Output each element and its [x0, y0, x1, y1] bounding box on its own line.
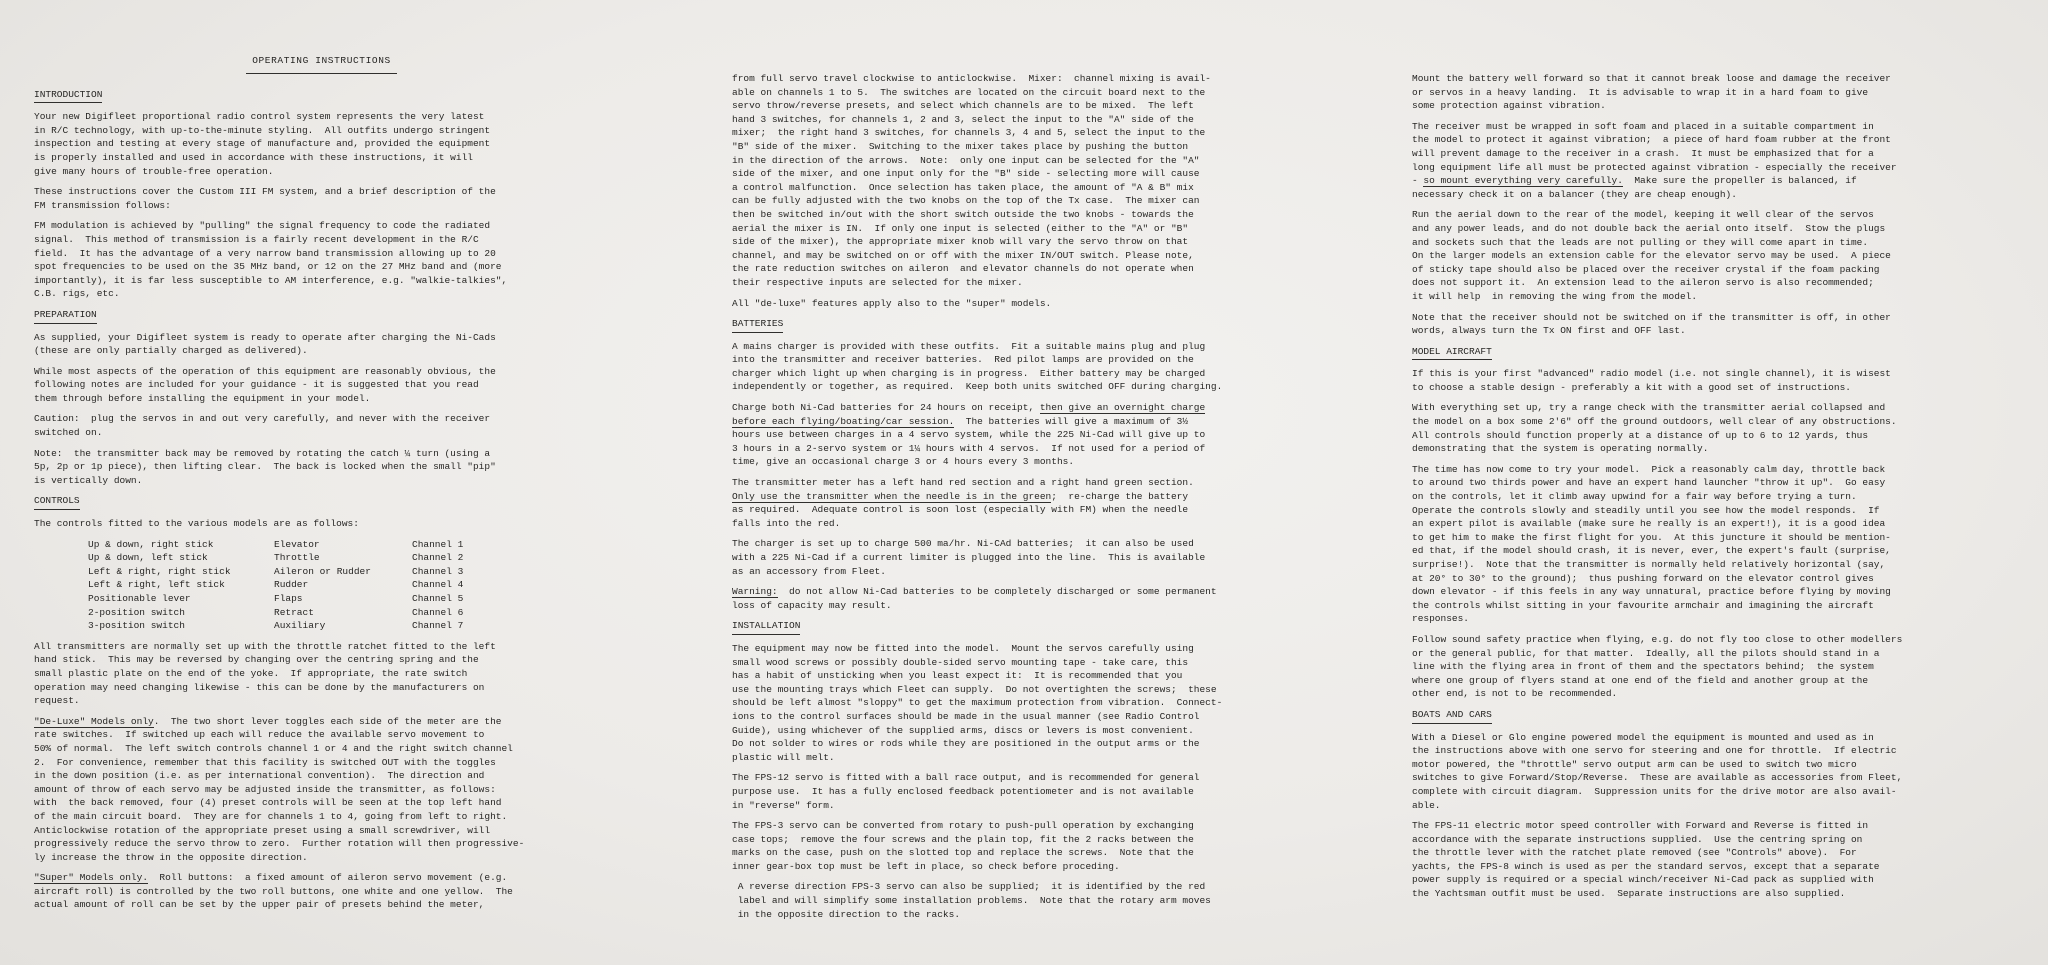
- paragraph: The FPS-12 servo is fitted with a ball race output, and is recommended for general purpose use. It has a fully enclosed feedback potentiometer and is not available in "reverse" form.: [732, 772, 1200, 811]
- controls-table-row: [88, 606, 609, 620]
- column-3: [1412, 72, 1927, 908]
- underlined-text: so mount everything very carefully.: [1423, 175, 1623, 187]
- section-heading: [1412, 345, 1927, 361]
- paragraph: If this is your first "advanced" radio model (i.e. not single channel), it is wisest to choose a stable design - preferably a kit with a good set of instructions.: [1412, 368, 1891, 393]
- paragraph: As supplied, your Digifleet system is ready to operate after charging the Ni-Cads (these are only partially charged as delivered).: [34, 331, 496, 357]
- controls-table: [34, 538, 609, 633]
- paragraph: "Super" Models only. Roll buttons: a fixed amount of aileron servo movement (e.g. aircraft roll) is controlled by the two roll buttons, one white and one yellow. The actual amount of roll can be set by the upper pair of presets behind the meter,: [34, 872, 513, 911]
- paragraph: The equipment may now be fitted into the model. Mount the servos carefully using small wood screws or possibly double-sided servo mounting tape - take care, this has a habit of unsticking when you least expect it: It is recommended that you use the mounting trays which Fleet can supply. Do not overtighten the screws; these should be left almost "sloppy" to get the maximum protection from vibration. Connect- ions to the control surfaces should be made in the usual manner (see Radio Control Guide), using whichever of the supplied arms, discs or levers is most convenient. Do not solder to wires or rods while they are positioned in the output arms or the plastic will melt.: [732, 642, 1223, 763]
- section-heading-text: CONTROLS: [34, 494, 80, 510]
- paragraph: While most aspects of the operation of this equipment are reasonably obvious, the following notes are included for your guidance - it is suggested that you read them through before installing the equipment in your model.: [34, 365, 496, 404]
- controls-table-cell: Elevator: [274, 538, 320, 550]
- paragraph: The controls fitted to the various models are as follows:: [34, 518, 359, 530]
- section-heading-text: INSTALLATION: [732, 619, 800, 635]
- column-2: [732, 72, 1247, 928]
- controls-table-cell: Channel 2: [412, 552, 464, 564]
- underlined-text: "De-Luxe" Models only: [34, 715, 154, 727]
- controls-table-cell: Channel 7: [412, 620, 464, 632]
- section-heading-text: INTRODUCTION: [34, 88, 102, 104]
- underlined-text: then give an overnight charge: [1039, 402, 1206, 414]
- paragraph: With everything set up, try a range check with the transmitter aerial collapsed and the model on a box some 2'6" off the ground outdoors, well clear of any obstructions. All controls should function properly at a distance of up to 6 to 12 yards, thus demonstrating that the system is operating normally.: [1412, 402, 1897, 455]
- paragraph: Run the aerial down to the rear of the model, keeping it well clear of the servos and any power leads, and do not double back the aerial onto itself. Stow the plugs and sockets such that the leads are not pulling or they will come apart in time. On the larger models an extension cable for the elevator servo may be used. A piece of sticky tape should also be placed over the receiver crystal if the foam packing does not support it. An extension lead to the aileron servo is also recommended; it will help in removing the wing from the model.: [1412, 209, 1891, 302]
- controls-table-cell: Up & down, right stick: [88, 538, 214, 550]
- paragraph: With a Diesel or Glo engine powered model the equipment is mounted and used as in the instructions above with one servo for steering and one for throttle. If electric motor powered, the "throttle" servo output arm can be used to switch two micro switches to give Forward/Stop/Reverse. These are available as accessories from Fleet, complete with circuit diagram. Suppression units for the drive motor are also avail- able.: [1412, 731, 1903, 811]
- page-title: [34, 54, 609, 74]
- underlined-text: before each flying/boating/car session.: [732, 415, 955, 427]
- section-heading: [1412, 708, 1927, 724]
- paragraph: Caution: plug the servos in and out very carefully, and never with the receiver switched on.: [34, 413, 491, 439]
- paragraph: All "de-luxe" features apply also to the "super" models.: [732, 297, 1052, 309]
- paragraph: Note: the transmitter back may be removed by rotating the catch ¼ turn (using a 5p, 2p or 1p piece), then lifting clear. The back is locked when the small "pip" is vertically down.: [34, 447, 496, 486]
- paragraph: Your new Digifleet proportional radio control system represents the very latest in R/C technology, with up-to-the-minute styling. All outfits undergo stringent inspection and testing at every stage of manufacture and, provided the equipment is properly installed and used in accordance with these instructions, it will give many hours of trouble-free operation.: [34, 111, 491, 177]
- controls-table-row: [88, 592, 609, 606]
- paragraph: All transmitters are normally set up with the throttle ratchet fitted to the left hand stick. This may be reversed by changing over the centring spring and the small plastic plate on the end of the yoke. If appropriate, the rate switch operation may need changing likewise - this can be done by the manufacturers on request.: [34, 640, 496, 707]
- controls-table-cell: Channel 6: [412, 606, 464, 618]
- paragraph: Note that the receiver should not be switched on if the transmitter is off, in other words, always turn the Tx ON first and OFF last.: [1412, 311, 1891, 337]
- paragraph: The charger is set up to charge 500 ma/hr. Ni-CAd batteries; it can also be used with a 225 Ni-Cad if a current limiter is plugged into the line. This is available as an accessory from Fleet.: [732, 538, 1206, 577]
- section-heading: [34, 88, 609, 104]
- controls-table-cell: Positionable lever: [88, 593, 191, 604]
- controls-table-cell: Rudder: [274, 579, 309, 591]
- paragraph: Mount the battery well forward so that it cannot break loose and damage the receiver or servos in a heavy landing. It is advisable to wrap it in a hard foam to give some protection against vibration.: [1412, 73, 1891, 112]
- paragraph: These instructions cover the Custom III FM system, and a brief description of the FM transmission follows:: [34, 186, 496, 211]
- underlined-text: "Super" Models only.: [34, 872, 149, 884]
- controls-table-cell: Flaps: [274, 593, 303, 604]
- paragraph: The receiver must be wrapped in soft foam and placed in a suitable compartment in the model to protect it against vibration; a piece of hard foam rubber at the front will prevent damage to the receiver in a crash. It must be emphasized that for a long equipment life all must be protected against vibration - especially the receiver - so mount everything very carefully. Make sure the propeller is balanced, if necessary check it on a balancer (they are cheap enough).: [1412, 120, 1897, 200]
- paragraph: Warning: do not allow Ni-Cad batteries to be completely discharged or some permanent loss of capacity may result.: [732, 586, 1217, 611]
- paragraph: The time has now come to try your model. Pick a reasonably calm day, throttle back to around two thirds power and have an expert hand launcher "throw it up". Go easy on the controls, let it climb away upwind for a fair way before trying a turn. Operate the controls slowly and steadily until you see how the model responds. If an expert pilot is available (make sure he really is an expert!), it is a good idea to get him to make the first flight for you. At this juncture it should be mention- ed that, if the model should crash, it is never, ever, the expert's fault (surprise, surprise!). Note that the transmitter is normally held relatively horizontal (say, at 20° to 30° to the ground); thus pushing forward on the elevator control gives down elevator - if this feels in any way unnatural, practice before flying by moving the controls whilst sitting in your favourite armchair and imagining the aircraft responses.: [1412, 463, 1891, 625]
- paragraph: The transmitter meter has a left hand red section and a right hand green section. Only use the transmitter when the needle is in the green; re-charge the battery as required. Adequate control is soon lost (especially with FM) when the needle falls into the red.: [732, 477, 1194, 529]
- controls-table-cell: Throttle: [274, 552, 320, 564]
- paragraph: The FPS-11 electric motor speed controller with Forward and Reverse is fitted in accordance with the separate instructions supplied. Use the centring spring on the throttle lever with the ratchet plate removed (see "Controls" above). For yachts, the FPS-8 winch is used as per the standard servos, except that a separate power supply is required or a special winch/receiver Ni-Cad pack as supplied with the Yachtsman outfit must be used. Separate instructions are also supplied.: [1412, 820, 1880, 900]
- paragraph: from full servo travel clockwise to anticlockwise. Mixer: channel mixing is avail- able on channels 1 to 5. The switches are located on the circuit board next to the servo throw/reverse presets, and select which channels are to be mixed. The left hand 3 switches, for channels 1, 2 and 3, select the input to the "A" side of the mixer; the right hand 3 switches, for channels 3, 4 and 5, select the input to the "B" side of the mixer. Switching to the mixer takes place by pushing the button in the direction of the arrows. Note: only one input can be selected for the "A" side of the mixer, and one input only for the "B" side - selecting more will cause a control malfunction. Once selection has taken place, the amount of "A & B" mix can be fully adjusted with the two knobs on the top of the Tx case. The mixer can then be switched in/out with the short switch outside the two knobs - towards the aerial the mixer is IN. If only one input is selected (either to the "A" or "B" side of the mixer), the appropriate mixer knob will vary the servo throw on that channel, and may be switched on or off with the mixer IN/OUT switch. Please note, the rate reduction switches on aileron and elevator channels do not operate when their respective inputs are selected for the mixer.: [732, 73, 1211, 288]
- controls-table-row: [88, 565, 609, 579]
- controls-table-cell: Channel 5: [412, 593, 464, 604]
- controls-table-row: [88, 551, 609, 565]
- page-title-text: OPERATING INSTRUCTIONS: [246, 54, 397, 74]
- paragraph: The FPS-3 servo can be converted from rotary to push-pull operation by exchanging case tops; remove the four screws and the plain top, fit the 2 racks between the marks on the case, push on the slotted top and replace the screws. Note that the inner gear-box top must be left in place, so check before proceding.: [732, 820, 1194, 872]
- paragraph: A reverse direction FPS-3 servo can also be supplied; it is identified by the red label and will simplify some installation problems. Note that the rotary arm moves in the opposite direction to the racks.: [732, 881, 1211, 920]
- controls-table-cell: Retract: [274, 606, 314, 618]
- section-heading: [34, 494, 609, 510]
- section-heading-text: BATTERIES: [732, 317, 783, 333]
- controls-table-cell: 2-position switch: [88, 606, 185, 618]
- section-heading-text: BOATS AND CARS: [1412, 708, 1492, 724]
- controls-table-row: [88, 619, 609, 633]
- controls-table-cell: 3-position switch: [88, 620, 185, 632]
- controls-table-cell: Auxiliary: [274, 620, 326, 632]
- controls-table-cell: Channel 3: [412, 565, 464, 577]
- controls-table-cell: Left & right, left stick: [88, 579, 225, 591]
- section-heading: [732, 317, 1247, 333]
- controls-table-cell: Channel 4: [412, 579, 464, 591]
- controls-table-row: [88, 578, 609, 592]
- section-heading-text: PREPARATION: [34, 308, 97, 324]
- column-1: [34, 54, 609, 919]
- section-heading-text: MODEL AIRCRAFT: [1412, 345, 1492, 361]
- controls-table-cell: Up & down, left stick: [88, 552, 208, 564]
- controls-table-cell: Channel 1: [412, 538, 464, 550]
- section-heading: [34, 308, 609, 324]
- section-heading: [732, 619, 1247, 635]
- underlined-text: Warning:: [732, 586, 778, 598]
- paragraph: A mains charger is provided with these outfits. Fit a suitable mains plug and plug into the transmitter and receiver batteries. Red pilot lamps are provided on the charger which light up when charging is in progress. Either battery may be charged independently or together, as required. Keep both units switched OFF during charging.: [732, 340, 1223, 393]
- paragraph: FM modulation is achieved by "pulling" the signal frequency to code the radiated signal. This method of transmission is a fairly recent development in the R/C field. It has the advantage of a very narrow band transmission allowing up to 20 spot frequencies to be used on the 35 MHz band, or 12 on the 27 MHz band and (more importantly), it is far less susceptible to AM interference, e.g. "walkie-talkies", C.B. rigs, etc.: [34, 220, 508, 300]
- paragraph: Charge both Ni-Cad batteries for 24 hours on receipt, then give an overnight charge before each flying/boating/car session. The batteries will give a maximum of 3½ hours use between charges in a 4 servo system, while the 225 Ni-Cad will give up to 3 hours in a 2-servo system or 1¼ hours with 4 servos. If not used for a period of time, give an occasional charge 3 or 4 hours every 3 months.: [732, 402, 1206, 468]
- controls-table-row: [88, 538, 609, 552]
- underlined-text: Only use the transmitter when the needle is in the green: [732, 490, 1052, 502]
- paragraph: "De-Luxe" Models only. The two short lever toggles each side of the meter are the rate switches. If switched up each will reduce the available servo movement to 50% of normal. The left switch controls channel 1 or 4 and the right switch channel 2. For convenience, remember that this facility is switched OUT with the toggles in the down position (i.e. as per international convention). The direction and amount of throw of each servo may be adjusted inside the transmitter, as follows: with the back removed, four (4) preset controls will be seen at the top left hand of the main circuit board. They are for channels 1 to 4, going from left to right. Anticlockwise rotation of the appropriate preset using a small screwdriver, will progressively reduce the servo throw to zero. Further rotation will then progressive- ly increase the throw in the opposite direction.: [34, 715, 525, 863]
- paragraph: Follow sound safety practice when flying, e.g. do not fly too close to other modellers or the general public, for that matter. Ideally, all the pilots should stand in a line with the flying area in front of them and the spectators behind; the system where one group of flyers stand at one end of the field and another group at the other end, is not to be recommended.: [1412, 633, 1903, 700]
- controls-table-cell: Left & right, right stick: [88, 565, 231, 577]
- controls-table-cell: Aileron or Rudder: [274, 565, 371, 577]
